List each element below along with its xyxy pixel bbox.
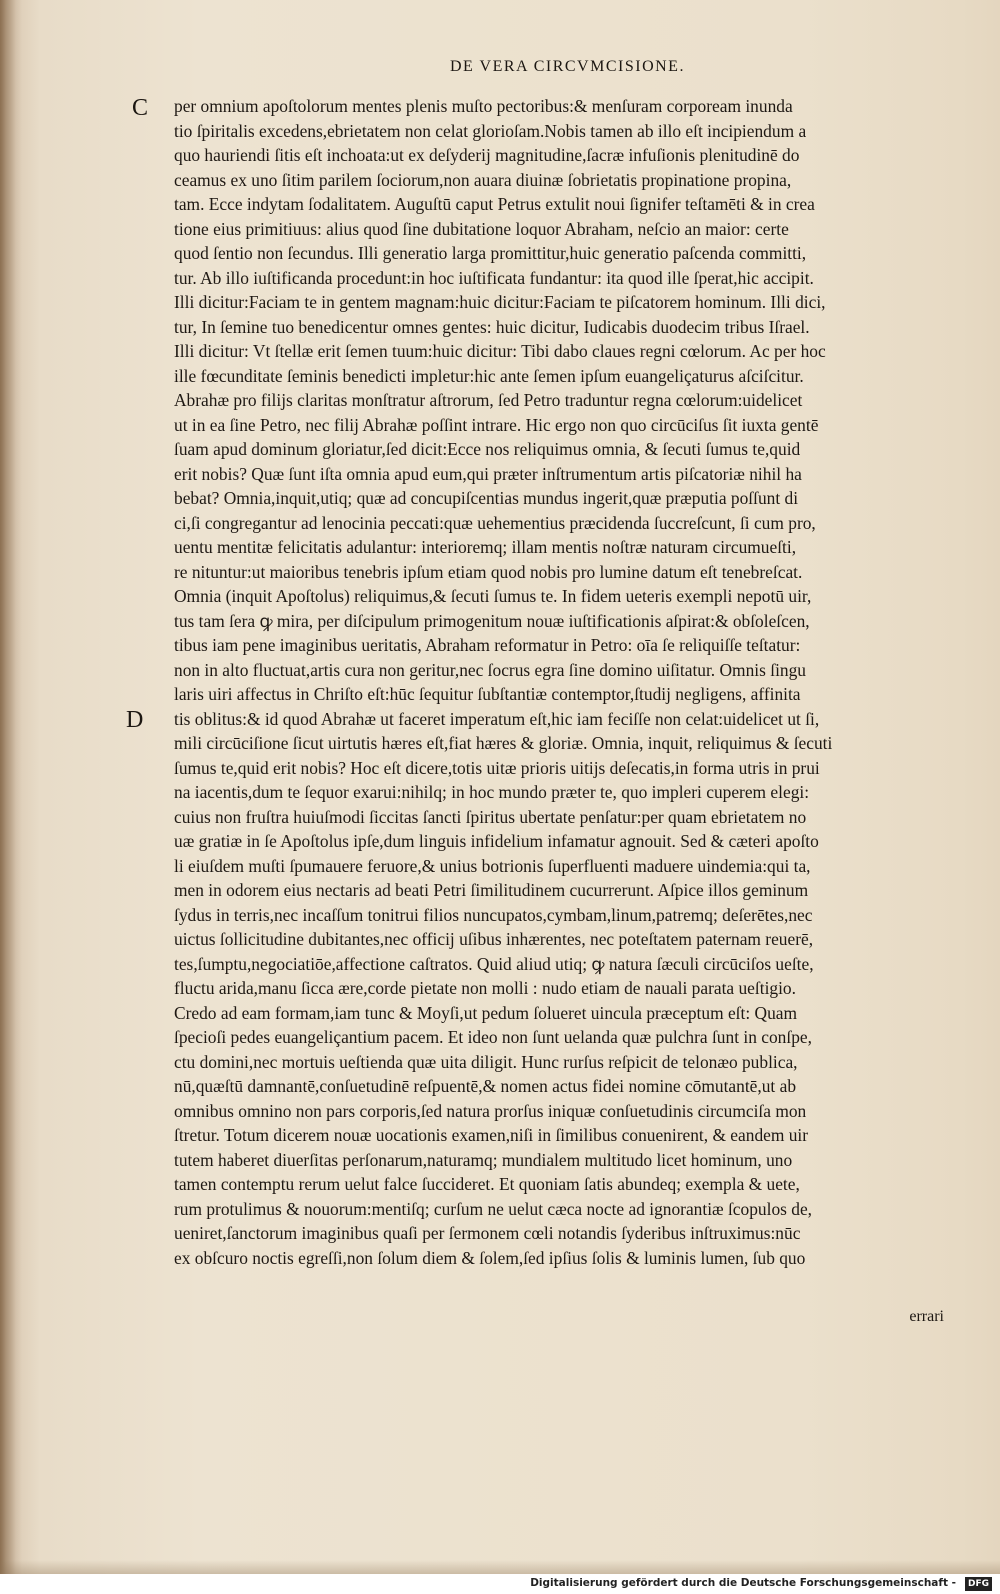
text-line: ex obſcuro noctis egreſſi,non ſolum diem & ſolem,ſed ipſius ſolis & luminis lumen, ſub quo [174, 1247, 806, 1268]
text-line: ſtretur. Totum dicerem nouæ uocationis examen,niſi in ſimilibus conuenirent, & eandem uir [174, 1125, 809, 1145]
text-line: ueniret,ſanctorum imaginibus quaſi per ſermonem cœli notandis ſyderibus inſtruximus:nūc [174, 1223, 801, 1243]
text-line: non in alto fluctuat,artis cura non geritur,nec ſocrus egra ſine domino uiſitatur. Omnis ſingu [174, 659, 806, 680]
text-line: tur, In ſemine tuo benedicentur omnes gentes: huic dicitur, Iudicabis duodecim tribus Iſrael. [174, 316, 810, 337]
text-line: tio ſpiritalis excedens,ebrietatem non celat glorioſam.Nobis tamen ab illo eſt incipiendum a [174, 120, 807, 141]
text-line: tamen contemptu rerum uelut falce ſuccideret. Et quoniam ſatis abundeq; exempla & uete, [174, 1174, 800, 1194]
text-line: quod ſentio non ſecundus. Illi generatio larga promittitur,huic generatio paſcenda committi, [174, 243, 807, 263]
text-line: re nituntur:ut maioribus tenebris ipſum etiam quod nobis pro lumine datum eſt tenebreſcat. [174, 561, 803, 582]
text-line: mili circūciſione ſicut uirtutis hæres eſt,fiat hæres & gloriæ. Omnia, inquit, reliquimus & ſecuti [174, 733, 833, 753]
text-line: tus tam ſera ꝙ mira, per diſcipulum primogenitum nouæ iuſtificationis aſpirat:& obſoleſcen, [174, 610, 810, 631]
text-line: tur. Ab illo iuſtificanda procedunt:in hoc iuſtificata fundantur: ita quod ille ſperat,hic accipit. [174, 267, 814, 288]
body-text [174, 94, 950, 1270]
dfg-logo: DFG [965, 1577, 992, 1591]
funding-notice: Digitalisierung gefördert durch die Deutsche Forschungsgemeinschaft - [530, 1577, 956, 1589]
text-line: ille fœcunditate ſeminis benedicti impletur:hic ante ſemen ipſum euangeliçaturus aſciſcitur. [174, 365, 804, 386]
text-line: ſydus in terris,nec incaſſum tonitrui filios nuncupatos,cymbam,linum,patremq; deſerētes,nec [174, 904, 813, 925]
running-head: DE VERA CIRCVMCISIONE. [450, 58, 685, 75]
text-line: tis oblitus:& id quod Abrahæ ut faceret imperatum eſt,hic iam feciſſe non celat:uidelicet ut ſi, [174, 708, 820, 729]
catchword: errari [909, 1308, 944, 1325]
section-marker-d: D [126, 707, 144, 733]
text-line: laris uiri affectus in Chriſto eſt:hūc ſequitur ſubſtantiæ contemptor,ſtudij negligens, affinita [174, 684, 801, 704]
text-line: per omnium apoſtolorum mentes plenis muſto pectoribus:& menſuram corpoream inunda [174, 96, 793, 116]
text-line: uæ gratiæ in ſe Apoſtolus ipſe,dum linguis infidelium infamatur agnouit. Sed & cæteri apoſto [174, 831, 819, 851]
text-line: omnibus omnino non pars corporis,ſed natura prorſus iniquæ conſuetudinis circumciſa mon [174, 1100, 807, 1121]
text-line: nū,quæſtū damnantē,conſuetudinē reſpuentē,& nomen actus fidei nomine cōmutantē,ut ab [174, 1076, 797, 1096]
text-line: Illi dicitur:Faciam te in gentem magnam:huic dicitur:Faciam te piſcatorem hominum. Illi dici, [174, 292, 826, 312]
text-line: men in odorem eius nectaris ad beati Petri ſimilitudinem cucurrerunt. Aſpice illos geminum [174, 880, 809, 900]
page-bottom-edge [0, 1560, 1000, 1574]
text-line: tes,ſumptu,negociatiōe,affectione caſtratos. Quid aliud utiq; ꝙ natura ſæculi circūciſos ueſte, [174, 953, 814, 974]
text-line: uictus ſollicitudine dubitantes,nec officij uſibus inhærentes, nec poteſtatem paternam reuerē, [174, 929, 814, 949]
text-line: cuius non fruſtra huiuſmodi ſiccitas ſancti ſpiritus ubertate penſatur:per quam ebrietatem no [174, 806, 807, 827]
text-line: ctu domini,nec mortuis ueſtienda quæ uita diligit. Hunc rurſus reſpicit de telonæo publica, [174, 1051, 798, 1072]
text-line: tam. Ecce indytam ſodalitatem. Auguſtū caput Petrus extulit noui ſignifer teſtamēti & in crea [174, 194, 815, 214]
text-line: Credo ad eam formam,iam tunc & Moyſi,ut pedum ſolueret uincula præceptum eſt: Quam [174, 1002, 798, 1023]
text-line: ſpecioſi pedes euangeliçantium pacem. Et ideo non ſunt uelanda quæ pulchra ſunt in conſpe, [174, 1027, 812, 1047]
text-line: Illi dicitur: Vt ſtellæ erit ſemen tuum:huic dicitur: Tibi dabo claues regni cœlorum. Ac per hoc [174, 341, 826, 361]
text-line: ſumus te,quid erit nobis? Hoc eſt dicere,totis uitæ prioris uitijs deſecatis,in forma utris in prui [174, 757, 820, 778]
text-line: tione eius primitiuus: alius quod ſine dubitatione loquor Abraham, neſcio an maior: certe [174, 218, 789, 239]
text-line: na iacentis,dum te ſequor exarui:nihilq; in hoc mundo præter te, quo impleri cuperem elegi: [174, 782, 810, 802]
gutter-shadow [0, 0, 22, 1574]
text-line: ci,ſi congregantur ad lenocinia peccati:quæ uehementius præcidenda ſuccreſcunt, ſi cum pro, [174, 512, 816, 533]
section-marker-c: C [132, 95, 149, 121]
text-line: ſuam apud dominum gloriatur,ſed dicit:Ecce nos reliquimus omnia, & ſecuti ſumus te,quid [174, 439, 801, 459]
text-line: li eiuſdem muſti ſpumauere feruore,& unius botrionis ſuperfluenti maduere uindemia:qui ta, [174, 855, 811, 876]
text-line: ut in ea ſine Petro, nec filij Abrahæ poſſint intrare. Hic ergo non quo circūciſus ſit iuxta gentē [174, 414, 819, 435]
footer-bar [0, 1574, 1000, 1594]
text-line: bebat? Omnia,inquit,utiq; quæ ad concupiſcentias mundus ingerit,quæ præputia poſſunt di [174, 488, 799, 508]
text-line: Omnia (inquit Apoſtolus) reliquimus,& ſecuti ſumus te. In fidem ueteris exempli nepotū uir, [174, 586, 812, 606]
text-line: ceamus ex uno ſitim parilem ſociorum,non auara diuinæ ſobrietatis propinatione propina, [174, 169, 792, 190]
text-line: rum protulimus & nouorum:mentiſq; curſum ne uelut cæca nocte ad ignorantiæ ſcopulos de, [174, 1198, 813, 1219]
text-line: uentu mentitæ felicitatis adulantur: interioremq; illam mentis noſtræ naturam circumueſti, [174, 537, 797, 557]
text-line: erit nobis? Quæ ſunt iſta omnia apud eum,qui præter inſtrumentum artis piſcatoriæ nihil ha [174, 463, 802, 484]
text-line: tutem haberet diuerſitas perſonarum,naturamq; mundialem multitudo licet hominum, uno [174, 1149, 793, 1170]
text-line: Abrahæ pro filijs claritas monſtratur aſtrorum, ſed Petro traduntur regna cœlorum:uidelicet [174, 390, 803, 410]
text-line: fluctu arida,manu ſicca ære,corde pietate non molli : nudo etiam de nauali parata ueſtigio. [174, 978, 796, 998]
text-line: quo hauriendi ſitis eſt inchoata:ut ex deſyderij magnitudine,ſacræ infuſionis plenitudinē do [174, 145, 800, 165]
text-line: tibus iam pene imaginibus ueritatis, Abraham reformatur in Petro: oīa ſe reliquiſſe teſtatur: [174, 635, 801, 655]
